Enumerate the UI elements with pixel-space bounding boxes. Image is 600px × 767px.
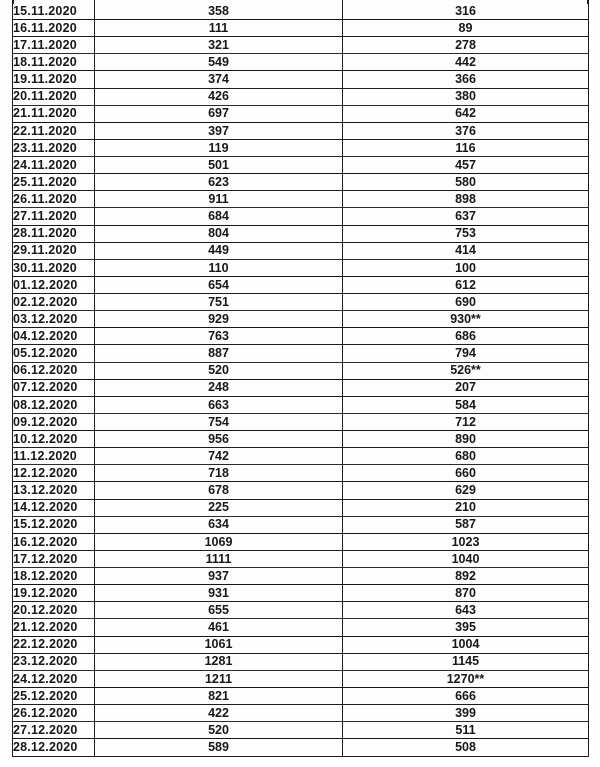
date-cell: 08.12.2020 [13, 396, 95, 413]
date-cell: 26.12.2020 [13, 705, 95, 722]
value1-cell: 718 [95, 465, 343, 482]
table-row [13, 157, 589, 174]
value1-cell: 397 [95, 122, 343, 139]
table-row [13, 3, 589, 20]
value1-cell: 461 [95, 619, 343, 636]
date-cell: 15.11.2020 [13, 3, 95, 20]
value2-cell: 414 [343, 242, 589, 259]
date-cell: 21.11.2020 [13, 105, 95, 122]
value2-cell: 753 [343, 225, 589, 242]
table-row [13, 431, 589, 448]
date-cell: 20.11.2020 [13, 88, 95, 105]
value1-cell: 111 [95, 20, 343, 37]
value2-cell: 526** [343, 362, 589, 379]
data-table [12, 3, 589, 757]
date-cell: 02.12.2020 [13, 294, 95, 311]
date-cell: 12.12.2020 [13, 465, 95, 482]
value1-cell: 589 [95, 739, 343, 757]
date-cell: 18.12.2020 [13, 568, 95, 585]
value2-cell: 1023 [343, 533, 589, 550]
value2-cell: 207 [343, 379, 589, 396]
value2-cell: 686 [343, 328, 589, 345]
value2-cell: 1004 [343, 636, 589, 653]
value1-cell: 956 [95, 431, 343, 448]
date-cell: 19.12.2020 [13, 585, 95, 602]
table-row [13, 585, 589, 602]
table-row [13, 191, 589, 208]
value1-cell: 804 [95, 225, 343, 242]
date-cell: 07.12.2020 [13, 379, 95, 396]
date-cell: 16.12.2020 [13, 533, 95, 550]
date-cell: 22.12.2020 [13, 636, 95, 653]
value2-cell: 376 [343, 122, 589, 139]
value2-cell: 278 [343, 37, 589, 54]
table-row [13, 362, 589, 379]
value1-cell: 422 [95, 705, 343, 722]
value1-cell: 549 [95, 54, 343, 71]
value2-cell: 890 [343, 431, 589, 448]
value2-cell: 643 [343, 602, 589, 619]
date-cell: 27.12.2020 [13, 722, 95, 739]
value2-cell: 116 [343, 139, 589, 156]
table-row [13, 276, 589, 293]
table-row [13, 499, 589, 516]
table-row [13, 54, 589, 71]
date-cell: 05.12.2020 [13, 345, 95, 362]
value1-cell: 520 [95, 362, 343, 379]
value1-cell: 742 [95, 448, 343, 465]
value2-cell: 898 [343, 191, 589, 208]
table-row [13, 670, 589, 687]
value1-cell: 663 [95, 396, 343, 413]
table-row [13, 174, 589, 191]
table-row [13, 602, 589, 619]
table-row [13, 448, 589, 465]
value1-cell: 374 [95, 71, 343, 88]
date-cell: 30.11.2020 [13, 259, 95, 276]
table-row [13, 396, 589, 413]
date-cell: 20.12.2020 [13, 602, 95, 619]
date-cell: 15.12.2020 [13, 516, 95, 533]
value1-cell: 751 [95, 294, 343, 311]
value1-cell: 1281 [95, 653, 343, 670]
date-cell: 24.11.2020 [13, 157, 95, 174]
table-row [13, 259, 589, 276]
date-cell: 13.12.2020 [13, 482, 95, 499]
date-cell: 18.11.2020 [13, 54, 95, 71]
date-cell: 23.11.2020 [13, 139, 95, 156]
value2-cell: 100 [343, 259, 589, 276]
date-cell: 09.12.2020 [13, 413, 95, 430]
value2-cell: 1270** [343, 670, 589, 687]
value2-cell: 794 [343, 345, 589, 362]
value2-cell: 642 [343, 105, 589, 122]
value2-cell: 930** [343, 311, 589, 328]
value1-cell: 678 [95, 482, 343, 499]
table-row [13, 705, 589, 722]
table-row [13, 139, 589, 156]
value1-cell: 321 [95, 37, 343, 54]
table-row [13, 568, 589, 585]
value2-cell: 1040 [343, 550, 589, 567]
table-row [13, 242, 589, 259]
date-cell: 19.11.2020 [13, 71, 95, 88]
value1-cell: 225 [95, 499, 343, 516]
value1-cell: 501 [95, 157, 343, 174]
table-body [13, 3, 589, 757]
value2-cell: 690 [343, 294, 589, 311]
value2-cell: 666 [343, 687, 589, 704]
value2-cell: 580 [343, 174, 589, 191]
value2-cell: 629 [343, 482, 589, 499]
value1-cell: 119 [95, 139, 343, 156]
value1-cell: 655 [95, 602, 343, 619]
date-cell: 16.11.2020 [13, 20, 95, 37]
value1-cell: 634 [95, 516, 343, 533]
table-row [13, 636, 589, 653]
table-row [13, 208, 589, 225]
table-row [13, 328, 589, 345]
value2-cell: 584 [343, 396, 589, 413]
value1-cell: 754 [95, 413, 343, 430]
value1-cell: 1069 [95, 533, 343, 550]
date-cell: 21.12.2020 [13, 619, 95, 636]
table-row [13, 533, 589, 550]
date-cell: 28.11.2020 [13, 225, 95, 242]
value2-cell: 399 [343, 705, 589, 722]
value1-cell: 697 [95, 105, 343, 122]
date-cell: 04.12.2020 [13, 328, 95, 345]
date-cell: 14.12.2020 [13, 499, 95, 516]
value2-cell: 587 [343, 516, 589, 533]
value1-cell: 887 [95, 345, 343, 362]
value2-cell: 1145 [343, 653, 589, 670]
date-cell: 06.12.2020 [13, 362, 95, 379]
date-cell: 11.12.2020 [13, 448, 95, 465]
value2-cell: 380 [343, 88, 589, 105]
value1-cell: 763 [95, 328, 343, 345]
date-cell: 28.12.2020 [13, 739, 95, 757]
date-cell: 24.12.2020 [13, 670, 95, 687]
table-row [13, 105, 589, 122]
table-row [13, 653, 589, 670]
value1-cell: 520 [95, 722, 343, 739]
table-row [13, 482, 589, 499]
value1-cell: 1061 [95, 636, 343, 653]
date-cell: 03.12.2020 [13, 311, 95, 328]
value1-cell: 929 [95, 311, 343, 328]
value2-cell: 892 [343, 568, 589, 585]
date-cell: 26.11.2020 [13, 191, 95, 208]
value2-cell: 89 [343, 20, 589, 37]
value1-cell: 623 [95, 174, 343, 191]
value1-cell: 110 [95, 259, 343, 276]
value1-cell: 931 [95, 585, 343, 602]
value1-cell: 449 [95, 242, 343, 259]
value2-cell: 637 [343, 208, 589, 225]
date-cell: 22.11.2020 [13, 122, 95, 139]
date-cell: 29.11.2020 [13, 242, 95, 259]
table-row [13, 687, 589, 704]
date-cell: 23.12.2020 [13, 653, 95, 670]
table-row [13, 516, 589, 533]
table-row [13, 465, 589, 482]
value2-cell: 660 [343, 465, 589, 482]
value2-cell: 366 [343, 71, 589, 88]
table-row [13, 550, 589, 567]
value1-cell: 358 [95, 3, 343, 20]
date-cell: 01.12.2020 [13, 276, 95, 293]
value1-cell: 937 [95, 568, 343, 585]
value1-cell: 426 [95, 88, 343, 105]
table-row [13, 71, 589, 88]
date-cell: 17.11.2020 [13, 37, 95, 54]
value2-cell: 395 [343, 619, 589, 636]
value2-cell: 442 [343, 54, 589, 71]
table-row [13, 345, 589, 362]
value2-cell: 511 [343, 722, 589, 739]
value1-cell: 684 [95, 208, 343, 225]
table-row [13, 294, 589, 311]
table-row [13, 20, 589, 37]
value1-cell: 654 [95, 276, 343, 293]
value1-cell: 911 [95, 191, 343, 208]
table-row [13, 619, 589, 636]
date-cell: 27.11.2020 [13, 208, 95, 225]
table-row [13, 413, 589, 430]
value2-cell: 457 [343, 157, 589, 174]
value1-cell: 821 [95, 687, 343, 704]
value2-cell: 612 [343, 276, 589, 293]
value2-cell: 508 [343, 739, 589, 757]
value2-cell: 680 [343, 448, 589, 465]
value1-cell: 1211 [95, 670, 343, 687]
date-cell: 10.12.2020 [13, 431, 95, 448]
table-row [13, 739, 589, 757]
table-row [13, 722, 589, 739]
table-row [13, 88, 589, 105]
value2-cell: 870 [343, 585, 589, 602]
date-cell: 25.12.2020 [13, 687, 95, 704]
table-row [13, 122, 589, 139]
value1-cell: 1111 [95, 550, 343, 567]
table-row [13, 379, 589, 396]
value2-cell: 712 [343, 413, 589, 430]
value2-cell: 316 [343, 3, 589, 20]
table-row [13, 225, 589, 242]
date-cell: 17.12.2020 [13, 550, 95, 567]
table-row [13, 311, 589, 328]
value1-cell: 248 [95, 379, 343, 396]
value2-cell: 210 [343, 499, 589, 516]
table-row [13, 37, 589, 54]
date-cell: 25.11.2020 [13, 174, 95, 191]
